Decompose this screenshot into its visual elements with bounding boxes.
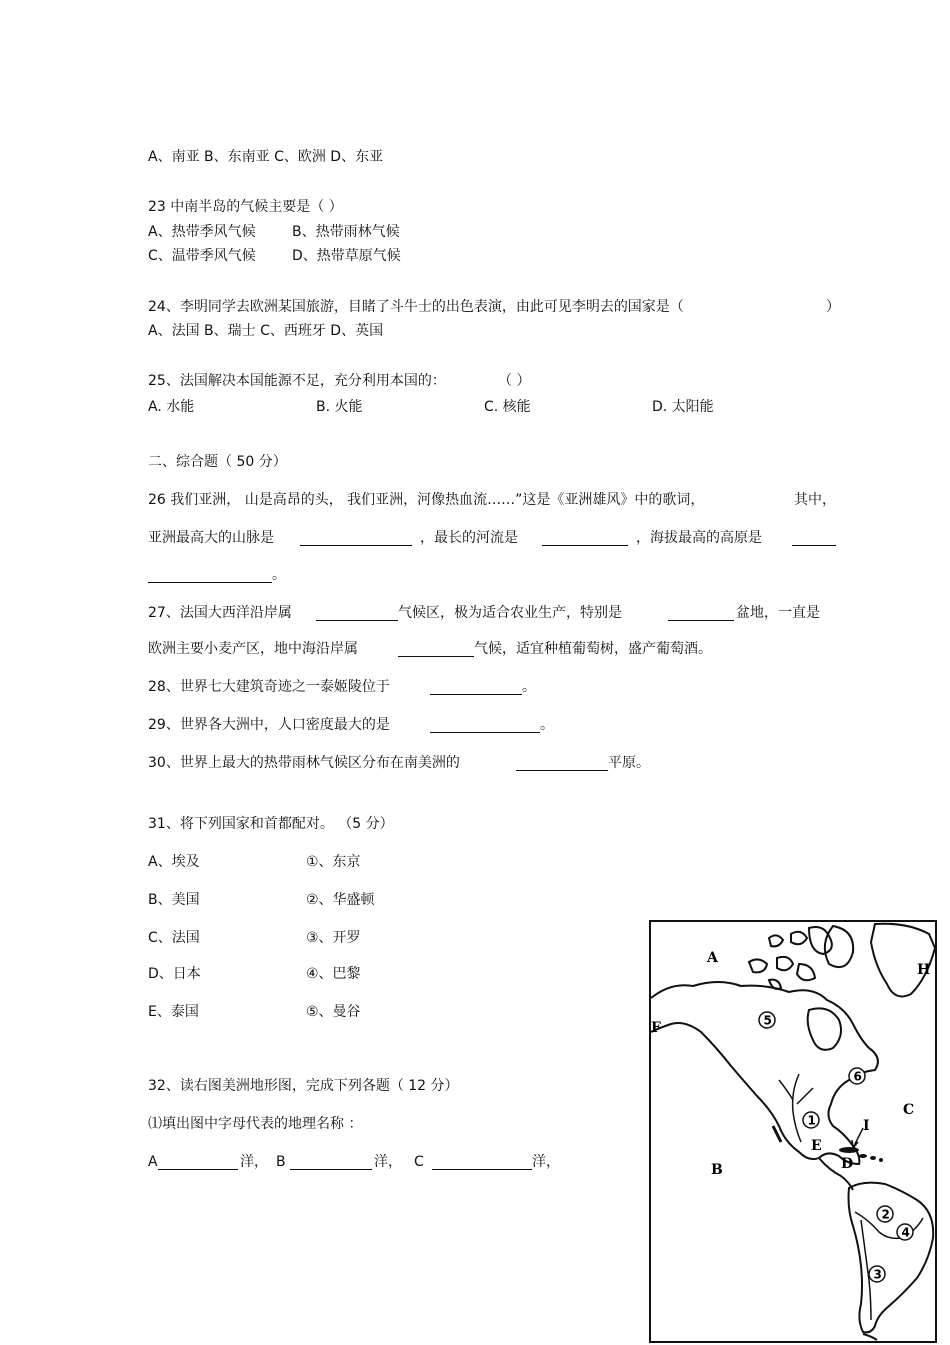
- q32-stem: 32、读右图美洲地形图，完成下列各题（ 12 分）: [148, 1078, 459, 1094]
- q31-stem: 31、将下列国家和首都配对。 （5 分）: [148, 816, 394, 832]
- q31-country: C、法国: [148, 930, 200, 946]
- q24-close-paren: ）: [826, 299, 840, 315]
- q32-sub1: ⑴填出图中字母代表的地理名称 ：: [148, 1116, 363, 1132]
- q30-end: 平原。: [608, 755, 650, 771]
- q26-blank-plateau[interactable]: [148, 568, 272, 583]
- q23-option-b: B、热带雨林气候: [292, 224, 400, 240]
- map-number-3: [869, 1266, 885, 1282]
- q32-ocean-a: 洋，: [240, 1154, 268, 1170]
- q32-ocean-c: 洋，: [532, 1154, 560, 1170]
- q25-option-c: C. 核能: [484, 399, 531, 415]
- section-title: 二、综合题（ 50 分）: [148, 454, 287, 470]
- q28-blank[interactable]: [430, 680, 522, 695]
- q31-country: E、泰国: [148, 1004, 199, 1020]
- q26-line3-end: 。: [272, 567, 286, 583]
- q32-fill-a-label: A: [148, 1154, 158, 1170]
- map-label-d: D: [841, 1156, 854, 1172]
- q27-line1-c: 盆地，一直是: [736, 605, 820, 621]
- q23-option-c: C、温带季风气候: [148, 248, 256, 264]
- q26-line1-end: 其中，: [794, 492, 836, 508]
- q31-country: B、美国: [148, 892, 200, 908]
- svg-text:5: 5: [763, 1013, 772, 1028]
- q31-capital: ④、巴黎: [306, 966, 361, 982]
- americas-map: [649, 920, 937, 1343]
- q24-stem: 24、李明同学去欧洲某国旅游，目睹了斗牛士的出色表演，由此可见李明去的国家是（: [148, 299, 684, 315]
- map-label-c: C: [903, 1102, 915, 1118]
- q30-text: 30、世界上最大的热带雨林气候区分布在南美洲的: [148, 755, 460, 771]
- q31-capital: ②、华盛顿: [306, 892, 375, 908]
- svg-text:2: 2: [881, 1207, 890, 1222]
- q23-stem: 23 中南半岛的气候主要是（ ）: [148, 199, 343, 215]
- map-number-6: [849, 1068, 865, 1084]
- q23-option-d: D、热带草原气候: [292, 248, 401, 264]
- svg-text:4: 4: [901, 1225, 910, 1240]
- q28-text: 28、世界七大建筑奇迹之一泰姬陵位于: [148, 679, 390, 695]
- q25-stem: 25、法国解决本国能源不足，充分利用本国的：: [148, 373, 446, 389]
- q32-blank-a[interactable]: [158, 1155, 238, 1170]
- svg-text:6: 6: [853, 1069, 862, 1084]
- q32-blank-c[interactable]: [432, 1155, 532, 1170]
- map-number-4: [897, 1224, 913, 1240]
- q27-blank-basin[interactable]: [668, 606, 734, 621]
- q22-options: A、南亚 B、东南亚 C、欧洲 D、东亚: [148, 149, 384, 165]
- map-number-2: [877, 1206, 893, 1222]
- q31-country: A、埃及: [148, 854, 200, 870]
- q31-country: D、日本: [148, 966, 201, 982]
- map-label-a: A: [707, 950, 718, 966]
- map-label-b: B: [711, 1162, 723, 1178]
- q25-option-b: B. 火能: [316, 399, 363, 415]
- q31-capital: ①、东京: [306, 854, 361, 870]
- q31-capital: ⑤、曼谷: [306, 1004, 361, 1020]
- q27-line1-b: 气候区，极为适合农业生产，特别是: [398, 605, 622, 621]
- q26-line2-b: ，最长的河流是: [420, 530, 518, 546]
- q29-end: 。: [540, 717, 554, 733]
- q24-options: A、法国 B、瑞士 C、西班牙 D、英国: [148, 323, 384, 339]
- q27-blank-climate1[interactable]: [316, 606, 398, 621]
- q25-option-d: D. 太阳能: [652, 399, 714, 415]
- map-number-1: [803, 1112, 819, 1128]
- q30-blank[interactable]: [516, 756, 608, 771]
- q32-blank-b[interactable]: [290, 1155, 372, 1170]
- q26-blank-mountain[interactable]: [300, 531, 412, 546]
- q26-blank-river[interactable]: [542, 531, 628, 546]
- q32-fill-c-label: C: [414, 1154, 424, 1170]
- svg-text:3: 3: [873, 1267, 882, 1282]
- q26-line1: 26 我们亚洲， 山是高昂的头， 我们亚洲，河像热血流……”这是《亚洲雄风》中的歌词，: [148, 492, 705, 508]
- map-number-5: [759, 1012, 775, 1028]
- q25-option-a: A. 水能: [148, 399, 195, 415]
- q23-option-a: A、热带季风气候: [148, 224, 256, 240]
- q26-blank-plateau-start[interactable]: [792, 531, 836, 546]
- q31-capital: ③、开罗: [306, 930, 361, 946]
- q28-end: 。: [522, 679, 536, 695]
- q27-blank-climate2[interactable]: [398, 642, 474, 657]
- map-label-h: H: [917, 962, 931, 978]
- q32-ocean-b: 洋，: [374, 1154, 402, 1170]
- q27-line1-a: 27、法国大西洋沿岸属: [148, 605, 292, 621]
- q26-line2-a: 亚洲最高大的山脉是: [148, 530, 274, 546]
- q25-paren: （ ）: [498, 373, 531, 389]
- map-frame: [650, 921, 936, 1342]
- q29-text: 29、世界各大洲中，人口密度最大的是: [148, 717, 390, 733]
- q27-line2-a: 欧洲主要小麦产区，地中海沿岸属: [148, 641, 358, 657]
- q27-line2-b: 气候，适宜种植葡萄树，盛产葡萄酒。: [474, 641, 712, 657]
- q26-line2-c: ，海拔最高的高原是: [636, 530, 762, 546]
- map-label-f: F: [651, 1020, 661, 1036]
- map-label-i: I: [863, 1118, 870, 1134]
- q32-fill-b-label: B: [276, 1154, 286, 1170]
- q29-blank[interactable]: [430, 718, 540, 733]
- svg-text:1: 1: [807, 1113, 816, 1128]
- map-label-e: E: [811, 1138, 822, 1154]
